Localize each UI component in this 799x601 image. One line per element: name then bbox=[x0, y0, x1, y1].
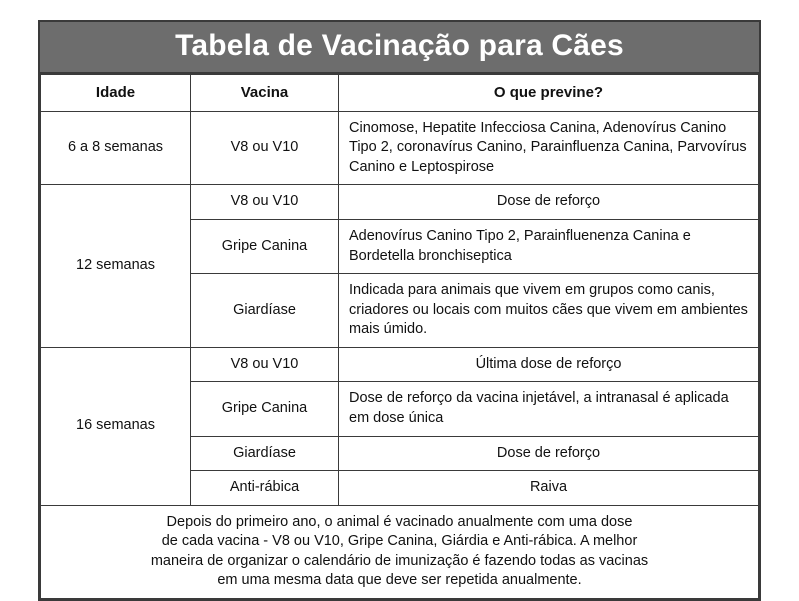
footer-line-2: de cada vacina - V8 ou V10, Gripe Canina, Giárdia e Anti-rábica. A melhor bbox=[161, 533, 638, 550]
column-header-age: Idade bbox=[41, 74, 191, 111]
table-header-row bbox=[41, 74, 759, 111]
page-title: Tabela de Vacinação para Cães bbox=[40, 22, 759, 74]
table-header bbox=[41, 74, 759, 111]
vaccine-cell: V8 ou V10 bbox=[191, 347, 339, 382]
footer-note bbox=[41, 505, 759, 598]
table-row bbox=[41, 347, 759, 382]
prevents-cell: Adenovírus Canino Tipo 2, Parainfluenenza Canina e Bordetella bronchiseptica bbox=[339, 220, 759, 274]
prevents-cell: Dose de reforço da vacina injetável, a intranasal é aplicada em dose única bbox=[339, 382, 759, 436]
prevents-cell: Dose de reforço bbox=[339, 436, 759, 471]
table-body bbox=[41, 111, 759, 598]
vaccine-cell: Gripe Canina bbox=[191, 382, 339, 436]
vaccination-table bbox=[40, 74, 759, 599]
prevents-cell: Cinomose, Hepatite Infecciosa Canina, Adenovírus Canino Tipo 2, coronavírus Canino, Parainfluenza Canina, Parvovírus Canino e Leptospirose bbox=[339, 111, 759, 185]
table-footer-row bbox=[41, 505, 759, 598]
footer-line-4: em uma mesma data que deve ser repetida anualmente. bbox=[217, 572, 582, 589]
table-row bbox=[41, 185, 759, 220]
vaccine-cell: Giardíase bbox=[191, 274, 339, 348]
prevents-cell: Raiva bbox=[339, 471, 759, 506]
footer-line-1: Depois do primeiro ano, o animal é vacinado anualmente com uma dose bbox=[166, 513, 633, 530]
age-cell: 12 semanas bbox=[41, 185, 191, 347]
vaccine-cell: Gripe Canina bbox=[191, 220, 339, 274]
age-cell: 16 semanas bbox=[41, 347, 191, 505]
prevents-cell: Dose de reforço bbox=[339, 185, 759, 220]
column-header-vaccine: Vacina bbox=[191, 74, 339, 111]
footer-line-3: maneira de organizar o calendário de imunização é fazendo todas as vacinas bbox=[150, 552, 649, 569]
vaccine-cell: V8 ou V10 bbox=[191, 111, 339, 185]
vaccine-cell: V8 ou V10 bbox=[191, 185, 339, 220]
prevents-cell: Última dose de reforço bbox=[339, 347, 759, 382]
age-cell: 6 a 8 semanas bbox=[41, 111, 191, 185]
column-header-prevents: O que previne? bbox=[339, 74, 759, 111]
vaccination-table-container bbox=[38, 20, 761, 601]
vaccine-cell: Anti-rábica bbox=[191, 471, 339, 506]
table-row bbox=[41, 111, 759, 185]
vaccine-cell: Giardíase bbox=[191, 436, 339, 471]
prevents-cell: Indicada para animais que vivem em grupos como canis, criadores ou locais com muitos cães que vivem em ambientes mais úmido. bbox=[339, 274, 759, 348]
